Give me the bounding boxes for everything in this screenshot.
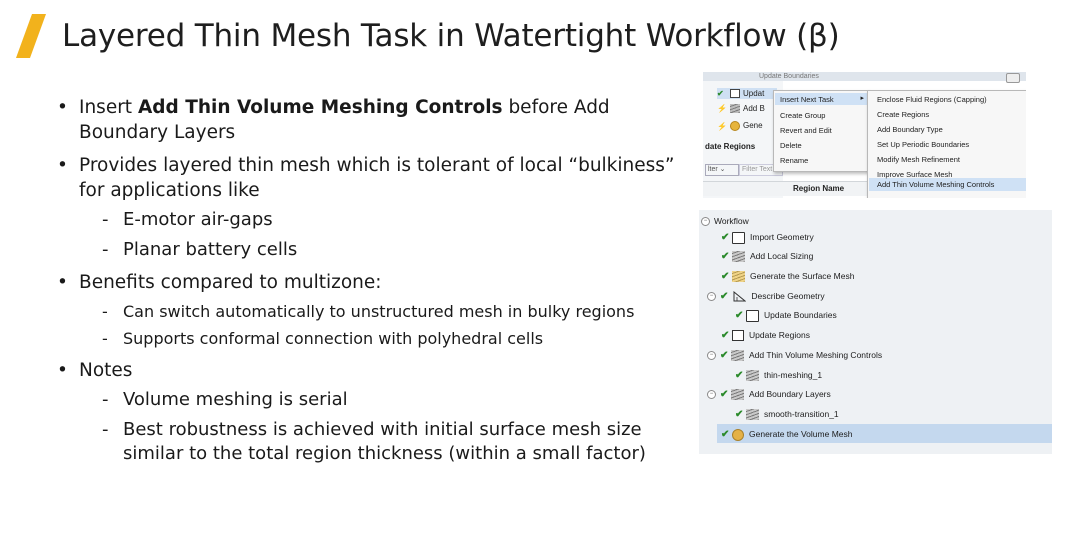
panel-heading: date Regions	[705, 142, 756, 151]
check-icon: ✔	[721, 231, 730, 243]
slide-title: Layered Thin Mesh Task in Watertight Workflow (β)	[62, 18, 840, 54]
bullet-insert-bold: Add Thin Volume Meshing Controls	[137, 97, 503, 118]
bullet-list	[56, 96, 676, 476]
submenu-arrow-icon: ▸	[860, 95, 864, 102]
workflow-item-local-sizing[interactable]: ✔ Add Local Sizing	[721, 248, 813, 264]
tree-row-add[interactable]: ⚡ Add B	[717, 104, 765, 114]
menu-item-delete[interactable]: Delete	[780, 141, 802, 150]
check-icon: ✔	[721, 250, 730, 262]
check-icon: ✔	[717, 89, 724, 99]
update-regions-icon	[732, 330, 744, 341]
bullet-insert: • Insert Add Thin Volume Meshing Controls before Add Boundary Layers	[57, 97, 610, 143]
layers-icon	[746, 409, 759, 420]
sub-bullet-serial: - Volume meshing is serial	[102, 389, 348, 410]
workflow-item-update-regions[interactable]: ✔ Update Regions	[721, 327, 810, 343]
workflow-item-update-boundaries[interactable]: ✔ Update Boundaries	[735, 307, 837, 323]
bullet-benefits: • Benefits compared to multizone: - Can switch automatically to unstructured mesh in bulky regions - Supports conformal connection with polyhedral cells	[56, 271, 676, 350]
check-icon: ✔	[721, 428, 730, 440]
bullet-notes: • Notes - Volume meshing is serial - Best robustness is achieved with initial surface mesh size similar to the total region thickness (within a small factor)	[56, 359, 676, 467]
sub-bullet-battery: - Planar battery cells	[102, 238, 298, 260]
surface-mesh-icon	[732, 271, 745, 282]
workflow-item-smooth-transition-1[interactable]: ✔ smooth-transition_1	[735, 406, 839, 422]
workflow-item-boundary-layers[interactable]: − ✔ Add Boundary Layers	[707, 386, 831, 402]
context-menu	[773, 90, 869, 172]
sub-bullet-emotor: - E-motor air-gaps	[102, 209, 273, 230]
check-icon: ✔	[720, 349, 729, 361]
filter-text-input[interactable]: Filter Text	[739, 164, 783, 176]
search-icon[interactable]	[1006, 73, 1020, 83]
workflow-item-describe-geometry[interactable]: − ✔ Describe Geometry	[707, 288, 825, 304]
menu-item-revert-edit[interactable]: Revert and Edit	[780, 126, 832, 135]
submenu-item-improve-surface[interactable]: Improve Surface Mesh	[877, 170, 953, 179]
filter-dropdown[interactable]: lter ⌄	[705, 164, 739, 176]
check-icon: ✔	[735, 309, 744, 321]
describe-geometry-icon	[733, 291, 746, 302]
lightning-icon: ⚡	[717, 121, 727, 131]
import-geometry-icon	[732, 232, 745, 244]
sub-bullet-robustness: - Best robustness is achieved with initial surface mesh size similar to the total region thickness (within a small factor)	[102, 418, 646, 464]
layers-icon	[730, 104, 740, 113]
context-menu-screenshot: Update Boundaries ✔ Updat ⚡ Add B ⚡ Gene date Regions lter ⌄ Filter Text Region Name Insert Next Task ▸ Create Group Revert and Edit Delete Rename Enclose Fluid Regions (Capping) Create Regions Add Boundary Type Set Up Periodic Boundaries Modify Mesh Refinement Improve Surface Mesh Add Thin Volume Meshing Controls	[703, 72, 1026, 198]
submenu-item-mesh-refinement[interactable]: Modify Mesh Refinement	[877, 155, 960, 164]
menu-item-create-group[interactable]: Create Group	[780, 111, 826, 120]
workflow-item-import-geometry[interactable]: ✔ Import Geometry	[721, 229, 814, 245]
submenu-item-enclose-fluid[interactable]: Enclose Fluid Regions (Capping)	[877, 95, 987, 104]
check-icon: ✔	[735, 408, 744, 420]
menu-item-insert-next-task[interactable]: Insert Next Task	[780, 95, 834, 104]
workflow-item-thin-volume-controls[interactable]: − ✔ Add Thin Volume Meshing Controls	[707, 347, 882, 363]
workflow-item-surface-mesh[interactable]: ✔ Generate the Surface Mesh	[721, 268, 854, 284]
insert-submenu	[867, 90, 1026, 198]
collapse-icon[interactable]: −	[707, 351, 716, 360]
layers-icon	[746, 370, 759, 381]
check-icon: ✔	[721, 329, 730, 341]
column-header-region-name[interactable]: Region Name	[793, 184, 845, 193]
check-icon: ✔	[721, 270, 730, 282]
sub-bullet-conformal: - Supports conformal connection with polyhedral cells	[102, 328, 544, 348]
gear-icon	[730, 121, 740, 131]
lightning-icon: ⚡	[717, 104, 727, 114]
workflow-tree-screenshot	[699, 210, 1052, 454]
collapse-icon[interactable]: −	[701, 217, 710, 226]
workflow-item-volume-mesh[interactable]: ✔ Generate the Volume Mesh	[721, 426, 852, 442]
check-icon: ✔	[735, 369, 744, 381]
check-icon: ✔	[720, 388, 729, 400]
submenu-item-periodic-boundaries[interactable]: Set Up Periodic Boundaries	[877, 140, 970, 149]
collapse-icon[interactable]: −	[707, 292, 716, 301]
tree-row-generate[interactable]: ⚡ Gene	[717, 121, 763, 131]
submenu-item-thin-volume-controls[interactable]: Add Thin Volume Meshing Controls	[877, 180, 995, 189]
submenu-item-add-boundary-type[interactable]: Add Boundary Type	[877, 125, 943, 134]
bullet-provides: • Provides layered thin mesh which is tolerant of local “bulkiness” for applications like - E-motor air-gaps - Planar battery cells	[56, 154, 676, 262]
layers-icon	[731, 389, 744, 400]
collapse-icon[interactable]: −	[707, 390, 716, 399]
gear-icon	[732, 429, 744, 441]
submenu-item-create-regions[interactable]: Create Regions	[877, 110, 930, 119]
update-icon	[730, 89, 740, 98]
workflow-item-thin-meshing-1[interactable]: ✔ thin-meshing_1	[735, 367, 822, 383]
sizing-icon	[732, 251, 745, 262]
menu-item-rename[interactable]: Rename	[780, 156, 809, 165]
update-boundaries-icon	[746, 310, 759, 322]
layers-icon	[731, 350, 744, 361]
title-accent-bar	[16, 14, 46, 58]
tree-row-update[interactable]: ✔ Updat	[717, 89, 765, 99]
workflow-root[interactable]: − Workflow	[701, 213, 749, 229]
sub-bullet-switch: - Can switch automatically to unstructured mesh in bulky regions	[102, 301, 635, 321]
check-icon: ✔	[720, 290, 729, 302]
